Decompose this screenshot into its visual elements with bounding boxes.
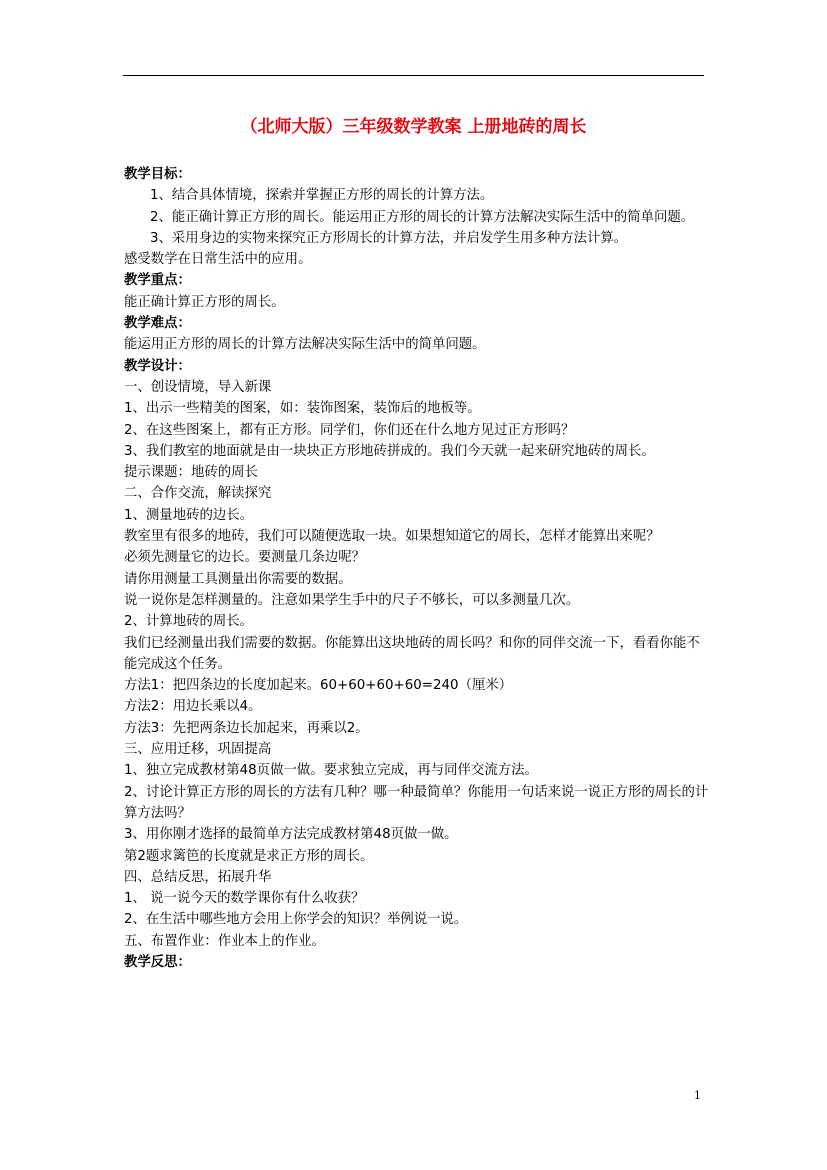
document-body: [124, 164, 709, 973]
section-heading: 教学重点：: [124, 273, 191, 289]
section-heading: 教学难点：: [124, 316, 191, 332]
body-line: 方法2：用边长乘以4。: [124, 699, 262, 715]
body-line: 教室里有很多的地砖，我们可以随便选取一块。如果想知道它的周长，怎样才能算出来呢？: [124, 529, 660, 545]
body-line: 1、 说一说今天的数学课你有什么收获？: [124, 891, 365, 907]
body-line: 二、合作交流，解读探究: [124, 486, 272, 502]
body-line: 感受数学在日常生活中的应用。: [124, 252, 312, 268]
body-line: 3、我们教室的地面就是由一块块正方形地砖拼成的。我们今天就一起来研究地砖的周长。: [124, 443, 655, 459]
body-line: 一、创设情境，导入新课: [124, 379, 272, 395]
body-line: 2、在生活中哪些地方会用上你学会的知识？举例说一说。: [124, 912, 468, 928]
body-line: 2、计算地砖的周长。: [124, 614, 254, 630]
body-line: 方法1：把四条边的长度加起来。60+60+60+60=240（厘米）: [124, 678, 513, 694]
header-rule: [123, 75, 704, 76]
body-line: 四、总结反思，拓展升华: [124, 869, 272, 885]
section-heading: 教学设计：: [124, 358, 191, 374]
body-line: 必须先测量它的边长。要测量几条边呢？: [124, 550, 366, 566]
body-line: 2、讨论计算正方形的周长的方法有几种？哪一种最简单？你能用一句话来说一说正方形的周长的计算方法吗？: [124, 784, 709, 821]
body-line: 1、独立完成教材第48页做一做。要求独立完成，再与同伴交流方法。: [124, 763, 538, 779]
body-line: 三、应用迁移，巩固提高: [124, 742, 272, 758]
document-title: （北师大版）三年级数学教案 上册地砖的周长: [240, 117, 587, 137]
body-line: 说一说你是怎样测量的。注意如果学生手中的尺子不够长，可以多测量几次。: [124, 592, 580, 608]
body-line: 3、用你刚才选择的最简单方法完成教材第48页做一做。: [124, 827, 458, 843]
section-heading: 教学反思：: [124, 954, 191, 970]
body-line: 1、出示一些精美的图案，如：装饰图案，装饰后的地板等。: [124, 401, 481, 417]
body-line: 2、能正确计算正方形的周长。能运用正方形的周长的计算方法解决实际生活中的简单问题。: [150, 209, 695, 225]
body-line: 2、在这些图案上，都有正方形。同学们，你们还在什么地方见过正方形吗？: [124, 422, 575, 438]
body-line: 能运用正方形的周长的计算方法解决实际生活中的简单问题。: [124, 337, 486, 353]
body-line: 请你用测量工具测量出你需要的数据。: [124, 571, 352, 587]
section-heading: 教学目标：: [124, 167, 191, 182]
body-line: 3、采用身边的实物来探究正方形周长的计算方法，并启发学生用多种方法计算。: [150, 230, 628, 246]
body-line: 能正确计算正方形的周长。: [124, 294, 285, 310]
body-line: 方法3：先把两条边长加起来，再乘以2。: [124, 720, 369, 736]
body-line: 我们已经测量出我们需要的数据。你能算出这块地砖的周长吗？和你的同伴交流一下，看看你能不能完成这个任务。: [124, 635, 700, 672]
body-line: 提示课题：地砖的周长: [124, 465, 258, 481]
body-line: 1、测量地砖的边长。: [124, 507, 254, 523]
body-line: 1、结合具体情境，探索并掌握正方形的周长的计算方法。: [150, 188, 494, 204]
body-line: 五、布置作业：作业本上的作业。: [124, 933, 325, 949]
page-number: 1: [694, 1089, 701, 1102]
body-line: 第2题求篱笆的长度就是求正方形的周长。: [124, 848, 374, 864]
